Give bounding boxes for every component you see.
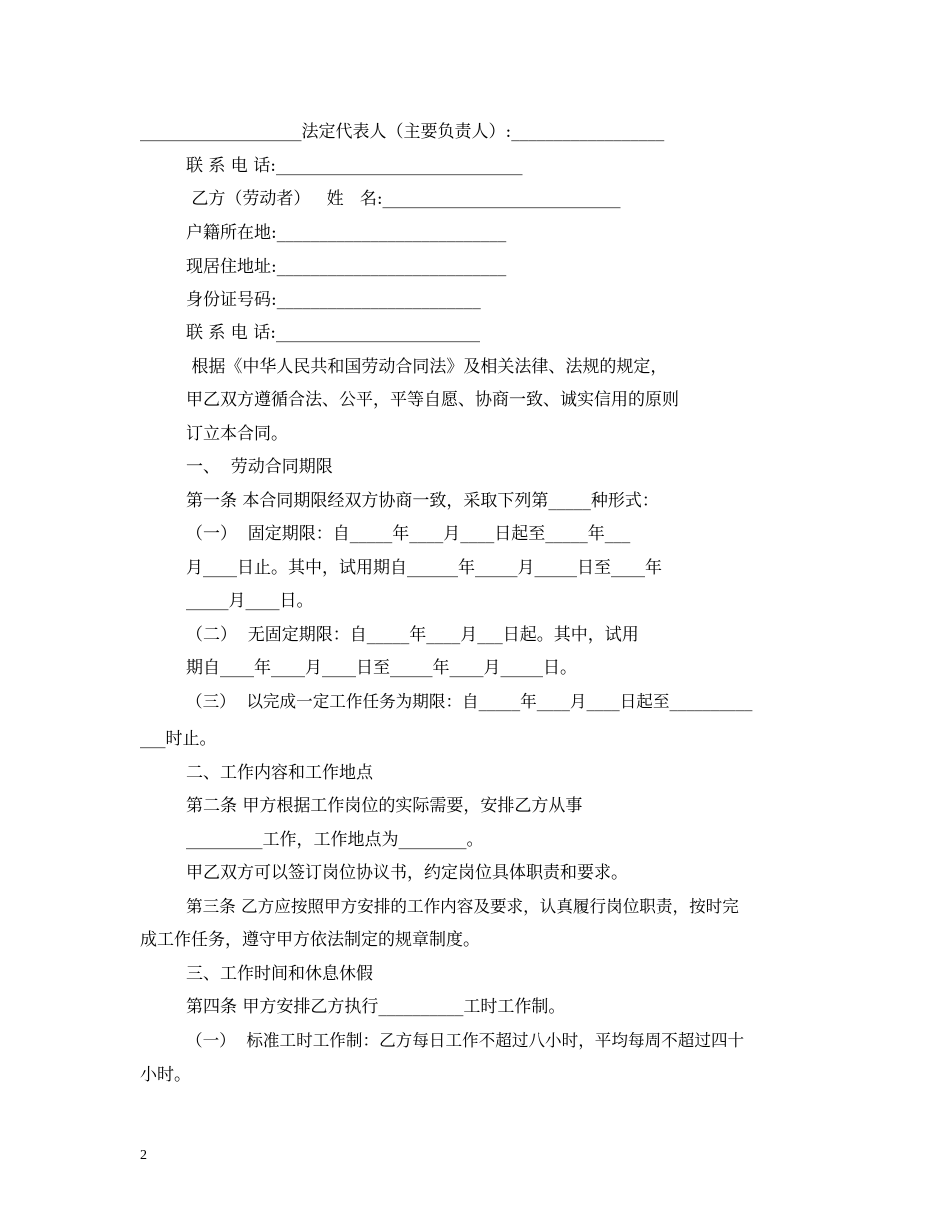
text-line: _________工作，工作地点为________。	[186, 830, 484, 850]
text-line: 第二条 甲方根据工作岗位的实际需要，安排乙方从事	[186, 796, 583, 816]
section-heading: 一、 劳动合同期限	[186, 457, 333, 477]
text-line: 联 系 电 话:________________________	[186, 323, 480, 343]
text-line: 现居住地址:___________________________	[186, 257, 507, 277]
text-line: ___时止。	[140, 729, 217, 749]
text-line: 甲乙双方遵循合法、公平，平等自愿、协商一致、诚实信用的原则	[186, 390, 679, 410]
section-heading: 二、工作内容和工作地点	[186, 763, 373, 783]
text-line: _____月____日。	[186, 591, 314, 611]
text-line: 根据《中华人民共和国劳动合同法》及相关法律、法规的规定，	[186, 357, 668, 377]
text-line: 小时。	[140, 1065, 191, 1085]
page-number: 2	[140, 1148, 147, 1163]
text-line: 身份证号码:________________________	[186, 290, 481, 310]
text-line: 月____日止。其中，试用期自______年_____月_____日至____年	[186, 558, 662, 578]
text-line: 联 系 电 话:_____________________________	[186, 156, 523, 176]
text-line: ___________________法定代表人（主要负责人）:__________________	[140, 122, 665, 142]
text-line: 第四条 甲方安排乙方执行__________工时工作制。	[186, 997, 566, 1017]
text-line: 订立本合同。	[186, 424, 288, 444]
section-heading: 三、工作时间和休息休假	[186, 964, 373, 984]
text-line: （二） 无固定期限：自_____年____月___日起。其中，试用	[186, 625, 639, 645]
text-line: （一） 固定期限：自_____年____月____日起至_____年___	[186, 524, 631, 544]
text-line: 户籍所在地:___________________________	[186, 223, 507, 243]
text-line: 第一条 本合同期限经双方协商一致，采取下列第_____种形式：	[186, 491, 659, 511]
text-line: （一） 标准工时工作制：乙方每日工作不超过八小时，平均每周不超过四十	[186, 1031, 745, 1050]
text-line: 成工作任务，遵守甲方依法制定的规章制度。	[140, 930, 480, 950]
text-line: 第三条 乙方应按照甲方安排的工作内容及要求，认真履行岗位职责，按时完	[186, 897, 739, 916]
text-line: 甲乙双方可以签订岗位协议书，约定岗位具体职责和要求。	[186, 863, 628, 883]
text-line: 乙方（劳动者） 姓 名:____________________________	[186, 189, 621, 209]
text-line: 期自____年____月____日至_____年____月_____日。	[186, 658, 577, 678]
text-line: （三） 以完成一定工作任务为期限：自_____年____月____日起至__________	[186, 692, 753, 711]
